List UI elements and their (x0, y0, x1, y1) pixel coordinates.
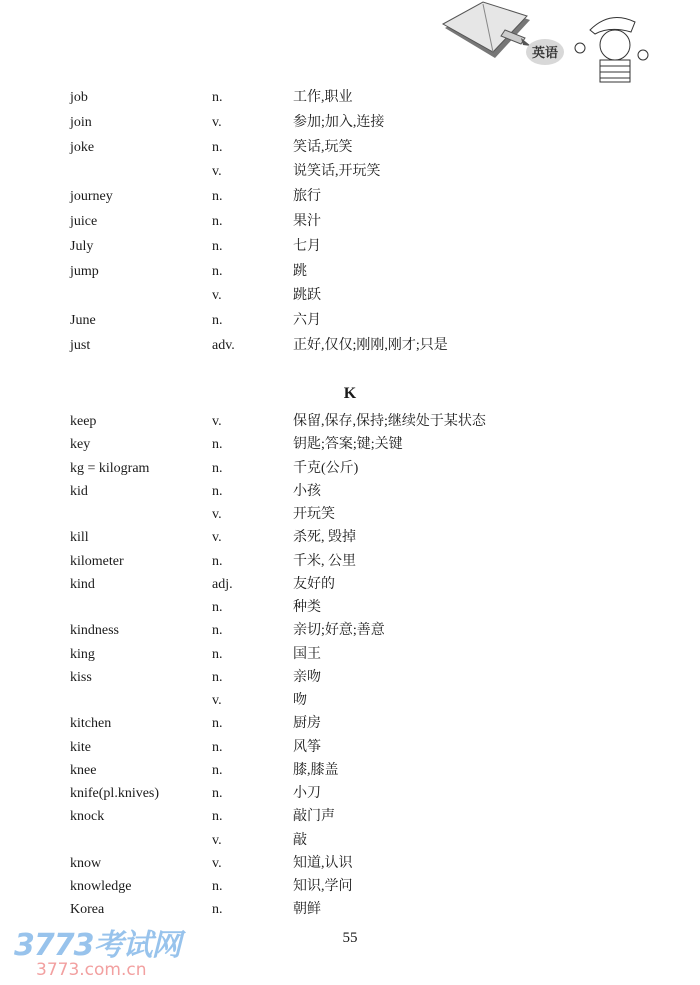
entry-pos: n. (212, 189, 223, 205)
entry-meaning: 友好的 (293, 576, 335, 592)
entry-meaning: 参加;加入,连接 (293, 114, 385, 130)
entry-row (70, 480, 590, 503)
entry-row (70, 666, 590, 689)
entry-meaning: 保留,保存,保持;继续处于某状态 (293, 414, 486, 429)
entry-meaning: 亲吻 (293, 669, 321, 685)
entry-pos: n. (212, 213, 223, 229)
entry-row (70, 457, 590, 480)
entry-row (70, 160, 590, 185)
entry-row (70, 86, 590, 111)
entry-word: job (70, 90, 88, 105)
entry-meaning: 国王 (293, 646, 321, 662)
entry-meaning: 果汁 (293, 213, 321, 229)
entry-meaning: 六月 (293, 313, 321, 329)
entry-word: kg = kilogram (70, 460, 150, 476)
entry-pos: v. (212, 164, 222, 180)
entry-meaning: 旅行 (293, 189, 321, 205)
entry-meaning: 知道,认识 (293, 855, 353, 871)
entry-pos: v. (212, 832, 222, 848)
entry-pos: n. (212, 437, 223, 453)
entry-row (70, 782, 590, 805)
entry-meaning: 知识,学问 (293, 879, 353, 894)
entry-pos: v. (212, 114, 222, 130)
entry-meaning: 千克(公斤) (293, 460, 359, 476)
entry-pos: n. (212, 139, 223, 155)
entry-word: kindness (70, 623, 119, 639)
entry-pos: n. (212, 263, 223, 279)
entry-meaning: 正好,仅仅;刚刚,刚才;只是 (293, 337, 448, 353)
entry-row (70, 875, 590, 898)
entry-meaning: 跳 (293, 263, 307, 279)
entry-word: kind (70, 576, 95, 592)
entry-word: Korea (70, 902, 105, 918)
entry-meaning: 千米, 公里 (293, 553, 356, 569)
entry-meaning: 吻 (293, 693, 307, 708)
entry-row (70, 643, 590, 666)
entry-row (70, 573, 590, 596)
entry-pos: v. (212, 507, 222, 522)
boy-icon (575, 18, 648, 83)
entry-pos: n. (212, 553, 223, 569)
entry-row (70, 433, 590, 456)
entry-pos: v. (212, 693, 222, 708)
entry-meaning: 杀死, 毁掉 (293, 530, 356, 546)
entry-pos: adv. (212, 337, 235, 353)
entry-row (70, 111, 590, 136)
entry-word: keep (70, 414, 97, 429)
entry-row (70, 334, 590, 359)
entry-pos: n. (212, 483, 223, 499)
entry-pos: n. (212, 902, 223, 918)
entry-row (70, 805, 590, 828)
watermark-brand: 3773考试网 (14, 928, 181, 963)
entry-word: jump (70, 263, 99, 279)
entry-word: knee (70, 762, 97, 778)
entry-word: July (70, 238, 94, 254)
entry-row (70, 712, 590, 735)
entry-row (70, 210, 590, 235)
entry-word: kilometer (70, 553, 124, 569)
entry-pos: v. (212, 288, 222, 304)
entry-row (70, 136, 590, 161)
entry-word: journey (70, 189, 113, 205)
entry-meaning: 说笑话,开玩笑 (293, 164, 381, 180)
entry-pos: n. (212, 313, 223, 329)
entry-word: kid (70, 483, 88, 499)
watermark-url: 3773.com.cn (36, 960, 147, 980)
entry-row (70, 852, 590, 875)
entry-pos: n. (212, 809, 223, 825)
entry-row (70, 235, 590, 260)
entry-pos: v. (212, 855, 222, 871)
entry-row (70, 260, 590, 285)
entry-row (70, 829, 590, 852)
entry-meaning: 朝鲜 (293, 902, 321, 918)
entry-word: kiss (70, 669, 92, 685)
entry-meaning: 小孩 (293, 483, 321, 499)
entry-meaning: 敲 (293, 832, 307, 848)
entry-row (70, 309, 590, 334)
section-k (70, 410, 590, 922)
entry-pos: n. (212, 739, 223, 755)
entry-pos: v. (212, 530, 222, 546)
entry-row (70, 898, 590, 921)
entry-word: kitchen (70, 716, 112, 732)
entry-meaning: 小刀 (293, 786, 321, 801)
entry-row (70, 503, 590, 526)
entry-row (70, 596, 590, 619)
entry-word: king (70, 646, 95, 662)
book-icon (443, 2, 531, 58)
entry-word: joke (70, 139, 95, 155)
entry-word: join (70, 114, 92, 130)
entry-word: just (70, 337, 91, 353)
entry-row (70, 185, 590, 210)
entry-pos: n. (212, 762, 223, 778)
section-j (70, 86, 590, 359)
entry-pos: n. (212, 623, 223, 639)
watermark (14, 920, 181, 980)
entry-meaning: 笑话,玩笑 (293, 139, 353, 155)
entry-pos: n. (212, 90, 223, 105)
entry-row (70, 550, 590, 573)
entry-word: knowledge (70, 879, 132, 894)
entry-row (70, 526, 590, 549)
entry-meaning: 厨房 (293, 716, 321, 732)
entry-row (70, 619, 590, 642)
section-heading-k: K (343, 385, 357, 402)
entry-row (70, 284, 590, 309)
entry-word: know (70, 855, 102, 871)
entry-word: knife(pl.knives) (70, 786, 160, 801)
entry-row (70, 759, 590, 782)
entry-pos: n. (212, 879, 223, 894)
entry-pos: n. (212, 238, 223, 254)
entry-pos: adj. (212, 576, 233, 592)
entry-pos: n. (212, 669, 223, 685)
subject-badge: 英语 (531, 46, 559, 61)
entry-word: knock (70, 809, 105, 825)
entry-meaning: 膝,膝盖 (293, 762, 339, 778)
entry-meaning: 工作,职业 (293, 90, 353, 105)
entry-meaning: 亲切;好意;善意 (293, 623, 385, 639)
entry-meaning: 跳跃 (293, 288, 321, 304)
entry-meaning: 七月 (293, 238, 321, 254)
entry-meaning: 种类 (293, 600, 321, 615)
entry-word: kill (70, 530, 89, 546)
entry-pos: n. (212, 600, 223, 615)
entry-meaning: 风筝 (293, 739, 321, 755)
entry-meaning: 钥匙;答案;键;关键 (293, 437, 403, 453)
entry-pos: n. (212, 460, 223, 476)
entry-row (70, 410, 590, 433)
entry-word: kite (70, 739, 91, 755)
entry-row (70, 736, 590, 759)
entry-pos: n. (212, 716, 223, 732)
entry-meaning: 开玩笑 (293, 507, 335, 522)
entry-pos: n. (212, 646, 223, 662)
page-number: 55 (342, 930, 358, 946)
book-and-boy-illustration (435, 0, 700, 85)
entry-pos: v. (212, 414, 222, 429)
entry-meaning: 敲门声 (293, 809, 335, 825)
entry-row (70, 689, 590, 712)
entry-word: juice (70, 213, 98, 229)
entry-word: June (70, 313, 96, 329)
entry-word: key (70, 437, 91, 453)
entry-pos: n. (212, 786, 223, 801)
